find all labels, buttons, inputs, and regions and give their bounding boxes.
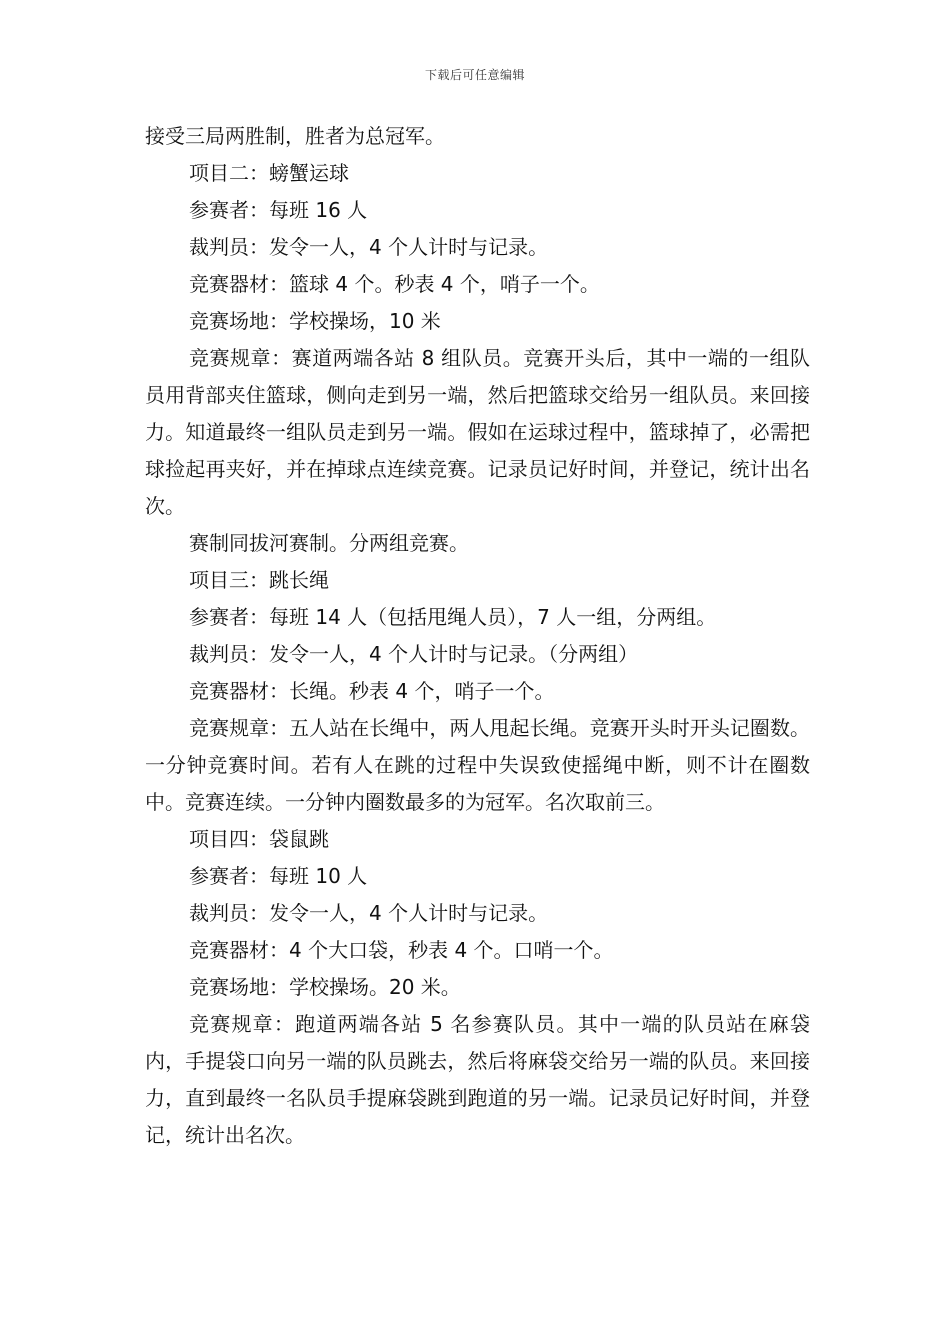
equipment-project-2: 竞赛器材：篮球 4 个。秒表 4 个，哨子一个。: [189, 272, 600, 296]
rules-project-2: 竞赛规章：赛道两端各站 8 组队员。竞赛开头后，其中一端的一组队员用背部夹住篮球，侧向走到另一端，然后把篮球交给另一组队员。来回接力。知道最终一组队员走到另一端。假如在运球过程中，篮球掉了，必需把球捡起再夹好，并在掉球点连续竞赛。记录员记好时间，并登记，统计出名次。: [145, 346, 810, 518]
section-title-project-4: 项目四：袋鼠跳: [189, 827, 329, 851]
participants-project-3: 参赛者：每班 14 人（包括甩绳人员），7 人一组，分两组。: [189, 605, 717, 629]
venue-project-2: 竞赛场地：学校操场，10 米: [189, 309, 441, 333]
venue-project-4: 竞赛场地：学校操场。20 米。: [189, 975, 461, 999]
referees-project-2: 裁判员：发令一人，4 个人计时与记录。: [189, 235, 549, 259]
section-title-project-3: 项目三：跳长绳: [189, 568, 329, 592]
format-project-2: 赛制同拔河赛制。分两组竞赛。: [189, 531, 469, 555]
rules-project-4: 竞赛规章：跑道两端各站 5 名参赛队员。其中一端的队员站在麻袋内，手提袋口向另一端的队员跳去，然后将麻袋交给另一端的队员。来回接力，直到最终一名队员手提麻袋跳到跑道的另一端。记录员记好时间，并登记，统计出名次。: [145, 1012, 810, 1147]
referees-project-4: 裁判员：发令一人，4 个人计时与记录。: [189, 901, 549, 925]
section-title-project-2: 项目二：螃蟹运球: [189, 161, 349, 185]
participants-project-4: 参赛者：每班 10 人: [189, 864, 368, 888]
document-body: [145, 118, 810, 1154]
page-header: 下载后可任意编辑: [424, 68, 525, 82]
equipment-project-3: 竞赛器材：长绳。秒表 4 个，哨子一个。: [189, 679, 555, 703]
equipment-project-4: 竞赛器材：4 个大口袋，秒表 4 个。口哨一个。: [189, 938, 614, 962]
rules-project-3: 竞赛规章：五人站在长绳中，两人甩起长绳。竞赛开头时开头记圈数。一分钟竞赛时间。若有人在跳的过程中失误致使摇绳中断，则不计在圈数中。竞赛连续。一分钟内圈数最多的为冠军。名次取前三。: [145, 716, 810, 814]
paragraph-continuation: 接受三局两胜制，胜者为总冠军。: [145, 124, 445, 148]
participants-project-2: 参赛者：每班 16 人: [189, 198, 368, 222]
referees-project-3: 裁判员：发令一人，4 个人计时与记录。（分两组）: [189, 642, 639, 666]
